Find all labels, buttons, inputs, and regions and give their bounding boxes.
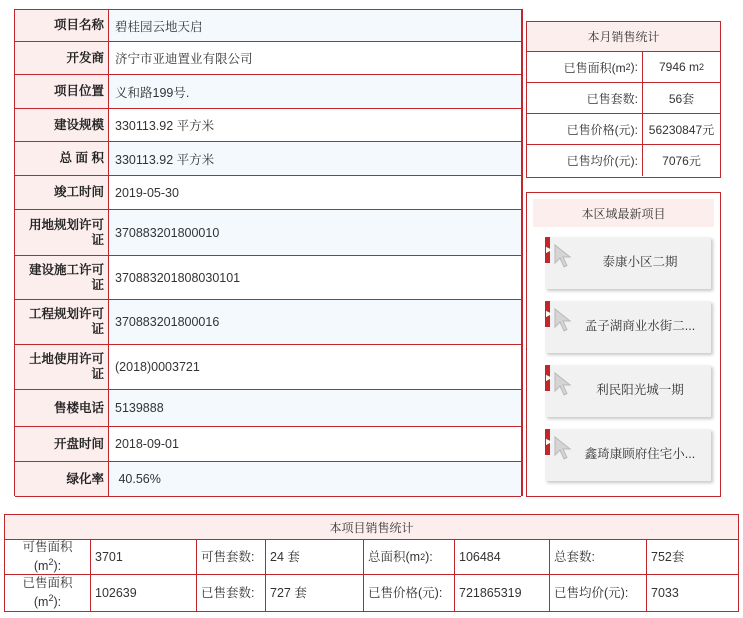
avail-area-label: 可售面积: [22, 539, 73, 554]
latest-projects-title: 本区域最新项目: [533, 199, 714, 227]
month-label: 已售均价(元):: [527, 145, 643, 176]
unit-b: ):: [53, 559, 62, 574]
sold-area-label-end: ):: [630, 60, 638, 74]
project-name[interactable]: 利民阳光城一期: [596, 383, 684, 397]
info-value: 义和路199号.: [109, 75, 521, 108]
summary-label: 可售套数:: [197, 540, 266, 574]
info-value: 5139888: [109, 390, 521, 426]
month-value: 56230847元: [648, 122, 715, 137]
summary-value: 3701: [91, 540, 197, 574]
summary-value: 102639: [91, 575, 197, 611]
sold-area-value: 7946 m: [658, 60, 699, 74]
info-value: (2018)0003721: [115, 360, 200, 374]
info-row-scale: [15, 109, 521, 142]
info-value: 330113.92 平方米: [109, 142, 521, 175]
sold-area-label: 已售面积(m: [563, 60, 626, 75]
info-row-name: [15, 10, 521, 42]
info-label: 建设规模: [15, 109, 109, 141]
project-info-table: [14, 9, 522, 496]
month-value: [643, 52, 720, 82]
info-label: 售楼电话: [15, 390, 109, 426]
month-row-sold-price: [527, 114, 720, 145]
info-label: 项目位置: [15, 75, 109, 108]
info-label: 建设施工许可证: [15, 256, 109, 299]
chevron-right-icon: ▶: [546, 373, 553, 382]
info-value: 2019-05-30: [115, 185, 179, 200]
project-sales-summary: [4, 514, 739, 612]
unit-a: (m: [33, 559, 49, 574]
sup: 2: [420, 551, 426, 562]
month-row-sold-units: [527, 83, 720, 114]
info-row-land-plan-permit: [15, 210, 521, 256]
unit: [34, 591, 61, 610]
info-label: 项目名称: [15, 10, 109, 41]
info-row-opening: [15, 427, 521, 462]
info-value: 济宁市亚迪置业有限公司: [115, 52, 253, 66]
month-value: 56套: [668, 91, 695, 106]
project-card[interactable]: [545, 365, 711, 417]
sup: 2: [48, 592, 54, 603]
cursor-icon: [553, 371, 575, 397]
info-label: 工程规划许可证: [15, 300, 109, 344]
info-row-location: [15, 75, 521, 109]
info-row-developer: [15, 42, 521, 75]
summary-value: 24 套: [266, 540, 364, 574]
project-name[interactable]: 泰康小区二期: [602, 255, 678, 269]
sold-area-label: 已售面积: [22, 575, 73, 590]
project-name[interactable]: 孟子湖商业水街二...: [584, 319, 696, 333]
cursor-icon: [553, 243, 575, 269]
divider: [522, 9, 523, 496]
unit: [34, 555, 61, 574]
info-label: 用地规划许可证: [15, 210, 109, 255]
chevron-right-icon: ▶: [546, 245, 553, 254]
info-label: 总 面 积: [15, 142, 109, 175]
info-row-total-area: [15, 142, 521, 176]
project-card[interactable]: [545, 301, 711, 353]
info-value: 370883201808030101: [115, 270, 241, 285]
chevron-right-icon: ▶: [546, 309, 553, 318]
summary-label: [5, 575, 91, 611]
info-label: 绿化率: [15, 462, 109, 496]
month-row-avg-price: [527, 145, 720, 176]
info-label: 土地使用许可证: [15, 345, 109, 389]
month-value: 7076元: [662, 154, 701, 168]
summary-value: 752套: [651, 549, 685, 564]
info-row-land-use-permit: [15, 345, 521, 390]
info-value: 330113.92 平方米: [115, 119, 215, 133]
info-value: 碧桂园云地天启: [109, 10, 521, 41]
project-card[interactable]: [545, 429, 711, 481]
sup: 2: [48, 556, 54, 567]
info-row-greening: [15, 462, 521, 497]
unit-b: ):: [53, 595, 62, 610]
summary-label: [5, 540, 91, 574]
sup: 2: [625, 62, 631, 72]
summary-label: 已售均价(元):: [550, 575, 647, 611]
info-value: 2018-09-01: [115, 437, 179, 451]
summary-value: 721865319: [455, 575, 550, 611]
month-label: [527, 52, 643, 82]
summary-title: 本项目销售统计: [5, 515, 738, 540]
total-area-label-a: 总面积(m: [368, 549, 421, 564]
summary-label: 已售价格(元):: [364, 575, 455, 611]
chevron-right-icon: ▶: [546, 437, 553, 446]
info-value: 370883201800010: [109, 210, 521, 255]
summary-value: 727 套: [266, 575, 364, 611]
summary-label: 已售套数:: [197, 575, 266, 611]
total-area-label-b: ):: [425, 549, 433, 564]
unit-a: (m: [33, 595, 49, 610]
summary-label: [364, 540, 455, 574]
info-label: 开盘时间: [15, 427, 109, 461]
summary-value: 106484: [455, 540, 550, 574]
cursor-icon: [553, 435, 575, 461]
info-row-completion: [15, 176, 521, 210]
project-name[interactable]: 鑫琦康顾府住宅小...: [584, 447, 696, 461]
summary-row-available: [5, 540, 738, 575]
month-label: 已售套数:: [527, 83, 643, 113]
summary-value: 7033: [651, 585, 679, 600]
month-label: 已售价格(元):: [527, 114, 643, 144]
info-row-sales-phone: [15, 390, 521, 427]
summary-label: 总套数:: [550, 540, 647, 574]
sup: 2: [699, 62, 705, 72]
info-label: 开发商: [15, 42, 109, 74]
cursor-icon: [553, 307, 575, 333]
info-label: 竣工时间: [15, 176, 109, 209]
info-value: 370883201800016: [109, 300, 521, 344]
monthly-sales-title: 本月销售统计: [527, 22, 720, 52]
latest-projects-panel: [526, 192, 721, 497]
month-row-sold-area: [527, 52, 720, 83]
project-card[interactable]: [545, 237, 711, 289]
info-value: 40.56%: [109, 462, 521, 496]
info-row-engineering-permit: [15, 300, 521, 345]
monthly-sales-panel: [526, 21, 721, 178]
summary-row-sold: [5, 575, 738, 611]
info-row-construction-permit: [15, 256, 521, 300]
